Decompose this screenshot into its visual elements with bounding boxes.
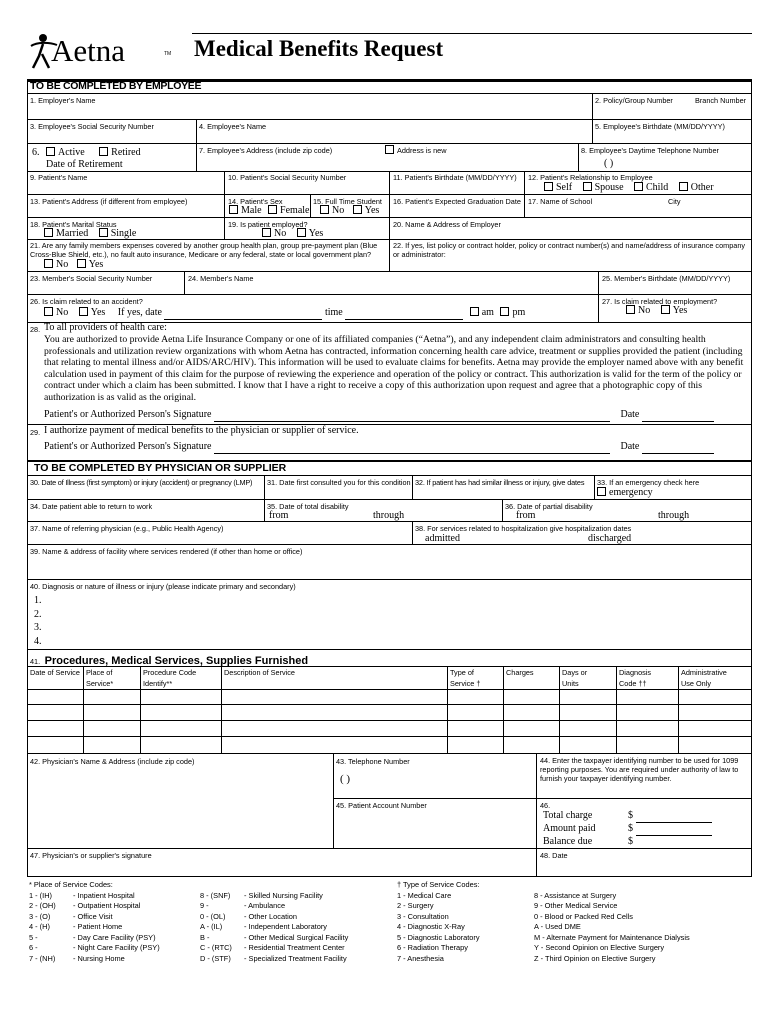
coverage-yes-checkbox[interactable]: [77, 259, 86, 268]
field-28-number: 28.: [30, 325, 41, 334]
accident-date-input[interactable]: [164, 307, 322, 320]
employed-yes-checkbox[interactable]: [297, 228, 306, 237]
type-of-service-title: † Type of Service Codes:: [397, 880, 480, 889]
emergency-option-label: emergency: [609, 487, 653, 498]
pm-label: pm: [512, 307, 526, 318]
amount-paid-input[interactable]: [636, 823, 712, 836]
footnote-code-row: [200, 943, 348, 954]
aetna-logo-tm: TM: [164, 51, 172, 57]
signature-date-input[interactable]: [642, 409, 714, 422]
place-codes-left: [29, 891, 160, 965]
male-checkbox[interactable]: [229, 205, 238, 214]
footnote-code: 0 - (OL): [200, 911, 226, 921]
authorization-text: You are authorized to provide Aetna Life Insurance Company or one of its affiliated companies (“Aetna”), and any independent claim administrators and consulting health professionals and utilization review organizations with whom Aetna has contracted, information concerning health care advice, treatment or supplies provided the patient (including that relating to mental illness and/or AIDS/ARC/HIV). This information will be used to evaluate claims for benefits. Aetna may provide the employer named above with any benefit calculation used in payment of this claim for the purpose of reviewing the experience and operation of the policy or contract. This authorization is valid for the term of the policy or contract under which a claim has been submitted. I know that I have a right to receive a copy of this authorization upon request and agree that a photographic copy of this authorization is as valid as the original.: [44, 334, 744, 403]
discharged-label: discharged: [588, 533, 632, 544]
am-label: am: [481, 307, 494, 318]
accident-options: [44, 307, 525, 320]
married-label: Married: [56, 228, 89, 239]
footnote-code-row: 0 - Blood or Packed Red Cells: [534, 911, 634, 921]
signature-input[interactable]: [214, 409, 610, 422]
table-header: Days or Units: [562, 668, 588, 688]
field-46-number: 46.: [540, 801, 551, 810]
spouse-label: Spouse: [594, 182, 624, 193]
daytime-phone-input[interactable]: ( ): [604, 158, 614, 169]
patient-birthdate-label: 11. Patient's Birthdate (MM/DD/YYYY): [393, 173, 517, 182]
dollar-sign: $: [628, 810, 633, 821]
employee-birthdate-label: 5. Employee's Birthdate (MM/DD/YYYY): [595, 122, 725, 131]
procedures-title: Procedures, Medical Services, Supplies Furnished: [44, 655, 309, 667]
self-label: Self: [556, 182, 573, 193]
footnote-code: C - (RTC): [200, 943, 232, 952]
table-header: Administrative Use Only: [681, 668, 727, 688]
coverage-no-label: No: [56, 259, 69, 270]
diagnosis-line-3: 3.: [34, 622, 42, 633]
signature-date-label-48: 48. Date: [540, 851, 568, 860]
dollar-sign: $: [628, 823, 633, 834]
employee-ssn-label: 3. Employee's Social Security Number: [30, 122, 154, 131]
member-ssn-label: 23. Member's Social Security Number: [30, 274, 153, 283]
total-disability-label: 35. Date of total disability: [267, 502, 349, 511]
table-row: [27, 689, 752, 690]
dollar-sign: $: [628, 836, 633, 847]
signature-2-date-input[interactable]: [642, 441, 714, 454]
footnote-code-row: [200, 912, 348, 923]
telephone-input[interactable]: ( ): [340, 773, 351, 785]
employment-no-label: No: [638, 305, 651, 316]
taxpayer-id-label: 44. Enter the taxpayer identifying number to be used for 1099 reporting purposes. You are required under authority of law to furnish your taxpayer identifying number.: [540, 756, 739, 783]
admitted-label: admitted: [425, 533, 460, 544]
aetna-logo-text: Aetna: [51, 33, 126, 68]
footnote-code-row: [29, 891, 160, 902]
signature-row-1: [44, 409, 750, 422]
footnote-code-row: 9 - Other Medical Service: [534, 901, 618, 910]
footnote-code: 4 - (H): [29, 922, 50, 931]
signature-2-input[interactable]: [214, 441, 610, 454]
married-checkbox[interactable]: [44, 228, 53, 237]
accident-question: 26. Is claim related to an accident?: [30, 297, 143, 306]
school-city-label: City: [668, 197, 681, 206]
footnote-code-description: - Inpatient Hospital: [73, 890, 135, 900]
type-codes-right: [534, 891, 690, 965]
footnote-code-row: [200, 933, 348, 944]
signature-2-label: Patient's or Authorized Person's Signature: [44, 441, 212, 452]
return-to-work-label: 34. Date patient able to return to work: [30, 502, 153, 511]
type-codes-left: [397, 891, 480, 965]
single-checkbox[interactable]: [99, 228, 108, 237]
graduation-date-label: 16. Patient's Expected Graduation Date: [393, 197, 521, 206]
single-label: Single: [110, 228, 137, 239]
partial-disability-through: through: [658, 510, 690, 521]
footnote-code-row: [200, 901, 348, 912]
amount-paid-label: Amount paid: [543, 823, 596, 834]
patient-employed-label: 19. Is patient employed?: [228, 220, 308, 229]
footnote-code-row: [29, 954, 160, 965]
member-name-label: 24. Member's Name: [188, 274, 254, 283]
footnote-code: 1 - (IH): [29, 890, 52, 900]
total-charge-label: Total charge: [543, 810, 593, 821]
field-6-number: 6.: [32, 147, 40, 158]
daytime-phone-label: 8. Employee's Daytime Telephone Number: [581, 146, 719, 155]
student-no-label: No: [332, 205, 345, 216]
field-29-number: 29.: [30, 428, 41, 437]
referring-physician-label: 37. Name of referring physician (e.g., Public Health Agency): [30, 524, 224, 533]
physician-signature-label: 47. Physician's or supplier's signature: [30, 851, 152, 860]
accident-time-input[interactable]: [345, 307, 463, 320]
footnote-code-row: [29, 901, 160, 912]
signature-2-date-label: Date: [620, 441, 640, 452]
footnote-code-row: [29, 912, 160, 923]
female-label: Female: [280, 205, 310, 216]
diagnosis-line-1: 1.: [34, 595, 42, 606]
other-policy-label: 22. If yes, list policy or contract holder, policy or contract number(s) and name/address of insurance company or administrator:: [393, 241, 746, 259]
place-codes-right: [200, 891, 348, 965]
retired-label: Retired: [111, 147, 141, 158]
total-charge-input[interactable]: [636, 810, 712, 823]
table-header: Type of Service †: [450, 668, 481, 688]
other-coverage-options: [44, 259, 103, 271]
assignment-text: I authorize payment of medical benefits to the physician or supplier of service.: [44, 425, 359, 436]
patient-address-label: 13. Patient's Address (if different from employee): [30, 197, 188, 206]
table-row: [27, 736, 752, 737]
patient-relationship-label: 12. Patient's Relationship to Employee: [528, 173, 653, 182]
employed-no-label: No: [274, 228, 287, 239]
authorization-heading: To all providers of health care:: [44, 322, 167, 333]
footnote-code-row: [200, 891, 348, 902]
signature-row-2: [44, 441, 750, 454]
employment-related-options: [626, 305, 687, 317]
emergency-option: [597, 487, 653, 499]
address-new-label: Address is new: [397, 146, 447, 155]
similar-illness-label: 32. If patient has had similar illness or injury, give dates: [415, 478, 585, 487]
accident-yes-checkbox[interactable]: [79, 307, 88, 316]
female-checkbox[interactable]: [268, 205, 277, 214]
footnote-code-row: 1 - Medical Care: [397, 890, 452, 900]
footnote-code: 8 - (SNF): [200, 890, 231, 900]
footnote-code-description: - Day Care Facility (PSY): [73, 932, 156, 942]
patient-ssn-label: 10. Patient's Social Security Number: [228, 173, 347, 182]
student-yes-label: Yes: [364, 205, 380, 216]
footnote-code-row: [200, 954, 348, 965]
employee-name-label: 4. Employee's Name: [199, 122, 267, 131]
procedures-table: [27, 666, 752, 753]
footnote-code: 6 -: [29, 943, 38, 952]
field-41-number: 41.: [30, 657, 41, 666]
table-header: Place of Service*: [86, 668, 114, 688]
accident-date-label: If yes, date: [117, 307, 162, 318]
footnote-code-row: 6 - Radiation Therapy: [397, 943, 468, 952]
hospitalization-dates-label: 38. For services related to hospitalization give hospitalization dates: [415, 524, 632, 533]
emergency-label: 33. If an emergency check here: [597, 478, 700, 487]
telephone-label: 43. Telephone Number: [336, 757, 410, 766]
footnote-code-row: [29, 943, 160, 954]
address-new-field: [385, 145, 446, 155]
footnotes: [27, 880, 752, 970]
table-header: Procedure Code Identify**: [143, 668, 197, 688]
footnote-code-row: M - Alternate Payment for Maintenance Dialysis: [534, 932, 690, 942]
physician-address-label: 42. Physician's Name & Address (include zip code): [30, 757, 195, 766]
footnote-code-description: - Skilled Nursing Facility: [244, 890, 323, 900]
footnote-code-description: - Residential Treatment Center: [244, 943, 345, 952]
employment-related-question: 27. Is claim related to employment?: [602, 297, 718, 306]
footnote-code-description: - Nursing Home: [73, 953, 125, 963]
emergency-checkbox[interactable]: [597, 487, 606, 496]
aetna-logo: [29, 30, 179, 72]
footnote-code: B -: [200, 932, 210, 942]
table-header: Description of Service: [224, 668, 295, 677]
accident-yes-label: Yes: [90, 307, 106, 318]
marital-status-label: 18. Patient's Marital Status: [30, 220, 117, 229]
patient-sex-label: 14. Patient's Sex: [228, 197, 283, 206]
footnote-code-row: [29, 922, 160, 933]
diagnosis-label: 40. Diagnosis or nature of illness or injury (please indicate primary and secondary): [30, 582, 296, 591]
field-6: [32, 147, 141, 159]
first-consulted-label: 31. Date first consulted you for this condition: [267, 478, 411, 487]
active-label: Active: [58, 147, 85, 158]
employed-no-checkbox[interactable]: [262, 228, 271, 237]
footnote-code: 3 - (O): [29, 911, 51, 921]
accident-time-label: time: [324, 307, 343, 318]
balance-due-label: Balance due: [543, 836, 593, 847]
footnote-code: 2 - (OH): [29, 901, 56, 910]
full-time-student-label: 15. Full Time Student: [313, 197, 382, 206]
diagnosis-line-4: 4.: [34, 636, 42, 647]
table-header: Date of Service: [30, 668, 80, 677]
pm-checkbox[interactable]: [500, 307, 509, 316]
table-row: [27, 704, 752, 705]
child-checkbox[interactable]: [634, 182, 643, 191]
signature-label: Patient's or Authorized Person's Signature: [44, 409, 212, 420]
place-of-service-title: * Place of Service Codes:: [29, 880, 113, 889]
student-yes-checkbox[interactable]: [353, 205, 362, 214]
total-disability-from: from: [269, 510, 289, 521]
student-no-checkbox[interactable]: [320, 205, 329, 214]
employee-section-title: TO BE COMPLETED BY EMPLOYEE: [30, 80, 202, 92]
footnote-code-description: - Independent Laboratory: [244, 922, 328, 931]
other-label: Other: [690, 182, 714, 193]
footnote-code: A - (IL): [200, 922, 223, 931]
diagnosis-line-2: 2.: [34, 609, 42, 620]
footnote-code-row: 2 - Surgery: [397, 901, 434, 910]
coverage-no-checkbox[interactable]: [44, 259, 53, 268]
retirement-date-label: Date of Retirement: [46, 159, 123, 170]
footnote-code-row: Z - Third Opinion on Elective Surgery: [534, 953, 656, 963]
accident-no-label: No: [56, 307, 69, 318]
footnote-code: D - (STF): [200, 953, 231, 963]
facility-label: 39. Name & address of facility where services rendered (if other than home or office): [30, 547, 303, 556]
rule: [27, 93, 752, 94]
student-options: [320, 205, 379, 217]
footnote-code-description: - Other Location: [244, 911, 297, 921]
footnote-code-description: - Night Care Facility (PSY): [73, 943, 160, 952]
employer-name-label: 1. Employer's Name: [30, 96, 96, 105]
footnote-code-row: 8 - Assistance at Surgery: [534, 890, 617, 900]
other-checkbox[interactable]: [679, 182, 688, 191]
accident-no-checkbox[interactable]: [44, 307, 53, 316]
employment-yes-checkbox[interactable]: [661, 305, 670, 314]
relationship-options: [544, 182, 714, 194]
footnote-code-row: 4 - Diagnostic X-Ray: [397, 922, 465, 931]
self-checkbox[interactable]: [544, 182, 553, 191]
footnote-code-description: - Ambulance: [244, 901, 286, 910]
footnote-code-row: 7 - Anesthesia: [397, 953, 444, 963]
footnote-code-row: 3 - Consultation: [397, 911, 449, 921]
table-row: [27, 720, 752, 721]
policy-group-label: 2. Policy/Group Number: [595, 96, 673, 105]
employee-address-label: 7. Employee's Address (include zip code): [199, 146, 333, 155]
footnote-code: 7 - (NH): [29, 953, 56, 963]
footnote-code-description: - Outpatient Hospital: [73, 901, 141, 910]
footnote-code: 5 -: [29, 932, 38, 942]
table-header: Charges: [506, 668, 534, 677]
member-birthdate-label: 25. Member's Birthdate (MM/DD/YYYY): [602, 274, 731, 283]
employment-yes-label: Yes: [672, 305, 688, 316]
footnote-code-description: - Patient Home: [73, 922, 123, 931]
am-checkbox[interactable]: [470, 307, 479, 316]
branch-number-label: Branch Number: [695, 96, 747, 105]
footnote-code-description: - Other Medical Surgical Facility: [244, 932, 349, 942]
spouse-checkbox[interactable]: [583, 182, 592, 191]
total-charge-row: [543, 810, 712, 823]
page-title: Medical Benefits Request: [194, 36, 444, 61]
child-label: Child: [646, 182, 669, 193]
active-checkbox[interactable]: [46, 147, 55, 156]
other-coverage-question: 21. Are any family members expenses covered by another group health plan, group pre-payment plan (Blue Cross-Blue Shield, etc.), no fault auto insurance, Medicare or any federal, state or local government plan?: [30, 241, 378, 259]
signature-date-label: Date: [620, 409, 640, 420]
footnote-code: 9 -: [200, 901, 209, 910]
employed-yes-label: Yes: [308, 228, 324, 239]
footnote-code-description: - Specialized Treatment Facility: [244, 953, 347, 963]
retired-checkbox[interactable]: [99, 147, 108, 156]
address-new-checkbox[interactable]: [385, 145, 394, 154]
coverage-yes-label: Yes: [88, 259, 104, 270]
footnote-code-description: - Office Visit: [73, 911, 113, 921]
sex-options: [229, 205, 309, 217]
male-label: Male: [241, 205, 262, 216]
footnote-code-row: [29, 933, 160, 944]
table-header: Diagnosis Code ††: [619, 668, 652, 688]
school-name-label: 17. Name of School: [528, 197, 593, 206]
footnote-code-row: 5 - Diagnostic Laboratory: [397, 932, 480, 942]
footnote-code-row: [200, 922, 348, 933]
total-disability-through: through: [373, 510, 405, 521]
employment-no-checkbox[interactable]: [626, 305, 635, 314]
employer-address-label: 20. Name & Address of Employer: [393, 220, 501, 229]
header-rule: [192, 33, 752, 34]
partial-disability-from: from: [516, 510, 536, 521]
footnote-code-row: A - Used DME: [534, 922, 581, 931]
partial-disability-label: 36. Date of partial disability: [505, 502, 593, 511]
illness-date-label: 30. Date of Illness (first symptom) or injury (accident) or pregnancy (LMP): [30, 478, 253, 487]
patient-account-label: 45. Patient Account Number: [336, 801, 427, 810]
footnote-code-row: Y - Second Opinion on Elective Surgery: [534, 943, 665, 952]
amount-paid-row: [543, 823, 712, 836]
patient-name-label: 9. Patient's Name: [30, 173, 88, 182]
physician-section-title: TO BE COMPLETED BY PHYSICIAN OR SUPPLIER: [34, 462, 287, 474]
